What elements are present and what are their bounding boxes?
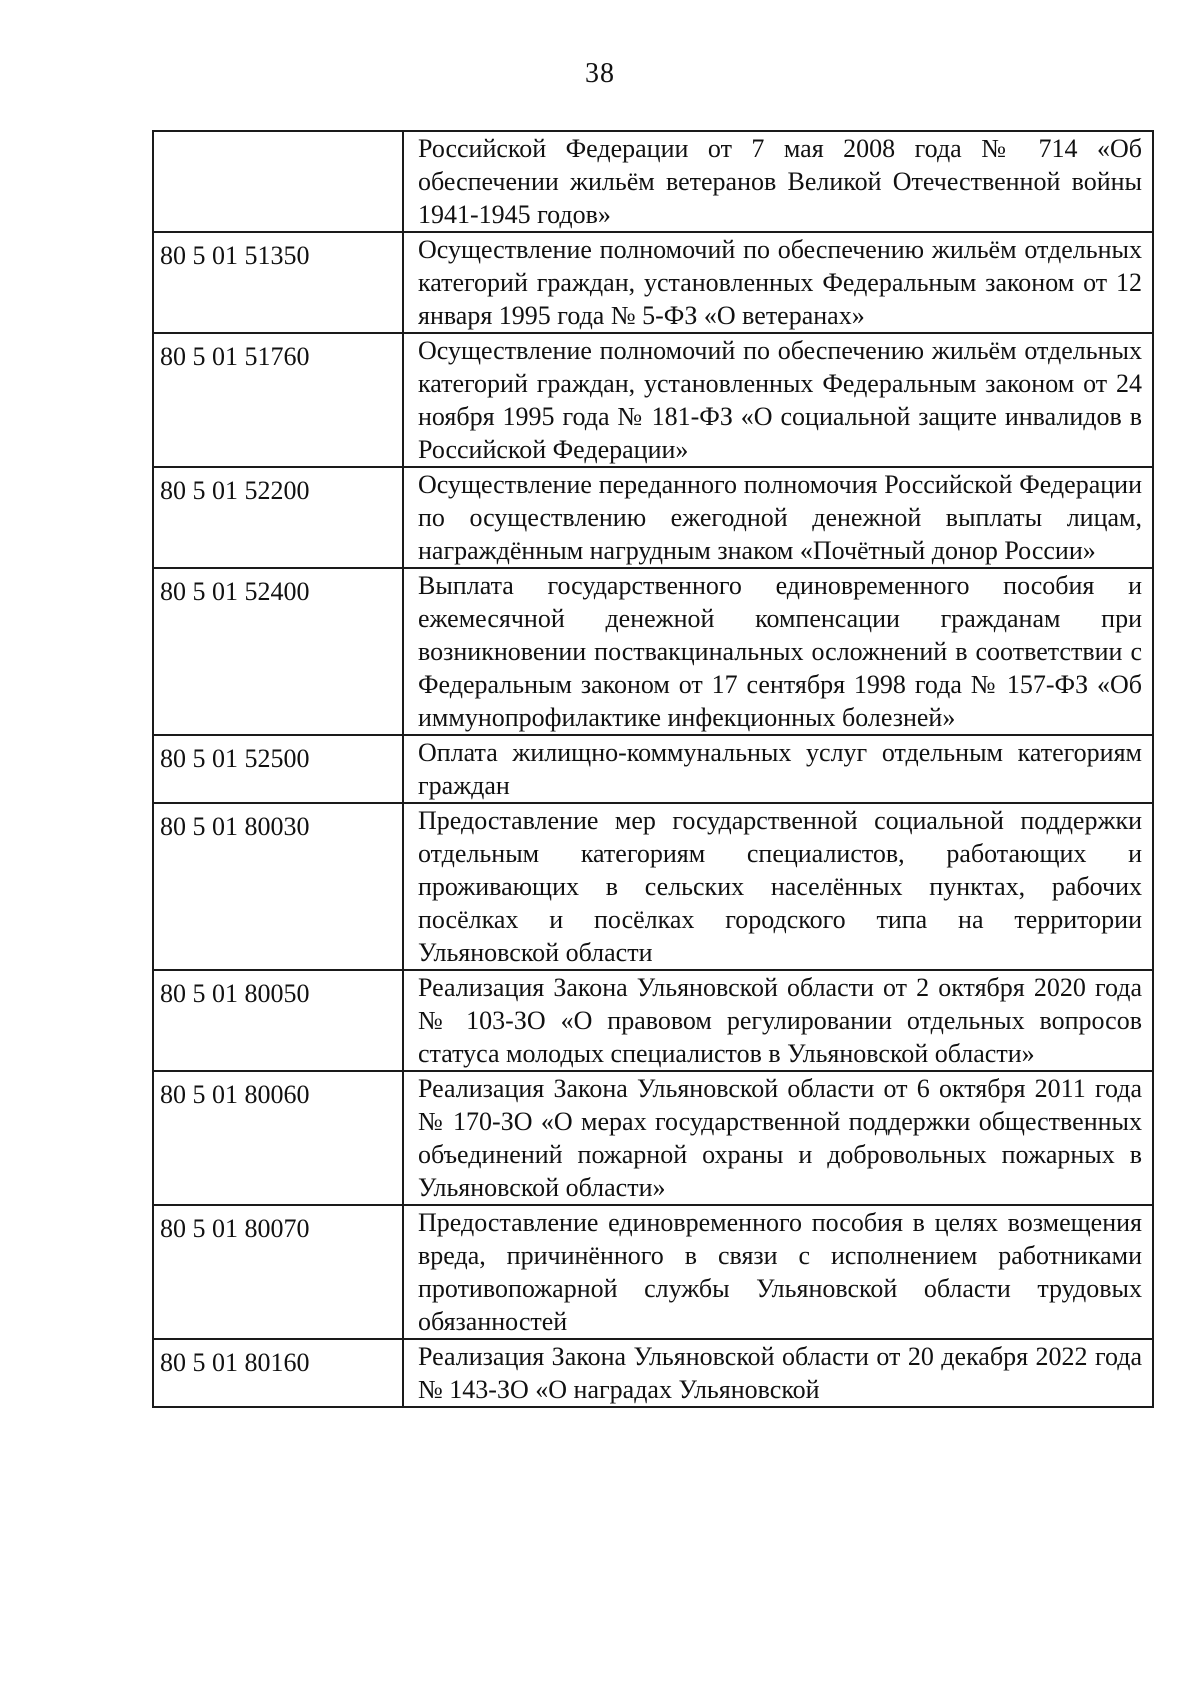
name-cell: Выплата государственного единовременного пособия и ежемесячной денежной компенсации гражданам при возникновении поствакцинальных осложнений в соответствии с Федеральным законом от 17 сентября 1998 года № 157-ФЗ «Об иммунопрофилактике инфекционных болезней» [403,568,1153,735]
name-cell: Осуществление полномочий по обеспечению жильём отдельных категорий граждан, установленных Федеральным законом от 12 января 1995 года № 5-ФЗ «О ветеранах» [403,232,1153,333]
table-row [153,1339,1153,1407]
table-row [153,333,1153,467]
name-cell: Осуществление полномочий по обеспечению жильём отдельных категорий граждан, установленных Федеральным законом от 24 ноября 1995 года № 181-ФЗ «О социальной защите инвалидов в Российской Федерации» [403,333,1153,467]
code-cell: 80 5 01 80160 [153,1339,403,1407]
table-row [153,1071,1153,1205]
table-row [153,568,1153,735]
name-cell: Реализация Закона Ульяновской области от 6 октября 2011 года № 170-ЗО «О мерах государственной поддержки общественных объединений пожарной охраны и добровольных пожарных в Ульяновской области» [403,1071,1153,1205]
page-number: 38 [585,58,615,89]
name-cell: Предоставление мер государственной социальной поддержки отдельным категориям специалистов, работающих и проживающих в сельских населённых пунктах, рабочих посёлках и посёлках городского типа на территории Ульяновской области [403,803,1153,970]
name-cell: Реализация Закона Ульяновской области от 20 декабря 2022 года № 143-ЗО «О наградах Ульяновской [403,1339,1153,1407]
code-cell: 80 5 01 80050 [153,970,403,1071]
table-row [153,131,1153,232]
code-cell: 80 5 01 80030 [153,803,403,970]
name-cell: Предоставление единовременного пособия в целях возмещения вреда, причинённого в связи с исполнением работниками противопожарной службы Ульяновской области трудовых обязанностей [403,1205,1153,1339]
table-row [153,970,1153,1071]
code-cell: 80 5 01 52400 [153,568,403,735]
code-cell: 80 5 01 80070 [153,1205,403,1339]
code-cell: 80 5 01 80060 [153,1071,403,1205]
code-cell: 80 5 01 52200 [153,467,403,568]
table-row [153,803,1153,970]
name-cell: Российской Федерации от 7 мая 2008 года № 714 «Об обеспечении жильём ветеранов Великой Отечественной войны 1941-1945 годов» [403,131,1153,232]
name-cell: Реализация Закона Ульяновской области от 2 октября 2020 года № 103-ЗО «О правовом регулировании отдельных вопросов статуса молодых специалистов в Ульяновской области» [403,970,1153,1071]
name-cell: Осуществление переданного полномочия Российской Федерации по осуществлению ежегодной денежной выплаты лицам, награждённым нагрудным знаком «Почётный донор России» [403,467,1153,568]
code-cell: 80 5 01 51350 [153,232,403,333]
table-row [153,232,1153,333]
code-cell [153,131,403,232]
budget-codes-table [152,130,1154,1408]
name-cell: Оплата жилищно-коммунальных услуг отдельным категориям граждан [403,735,1153,803]
table-row [153,1205,1153,1339]
code-cell: 80 5 01 52500 [153,735,403,803]
table-row [153,735,1153,803]
table-row [153,467,1153,568]
code-cell: 80 5 01 51760 [153,333,403,467]
